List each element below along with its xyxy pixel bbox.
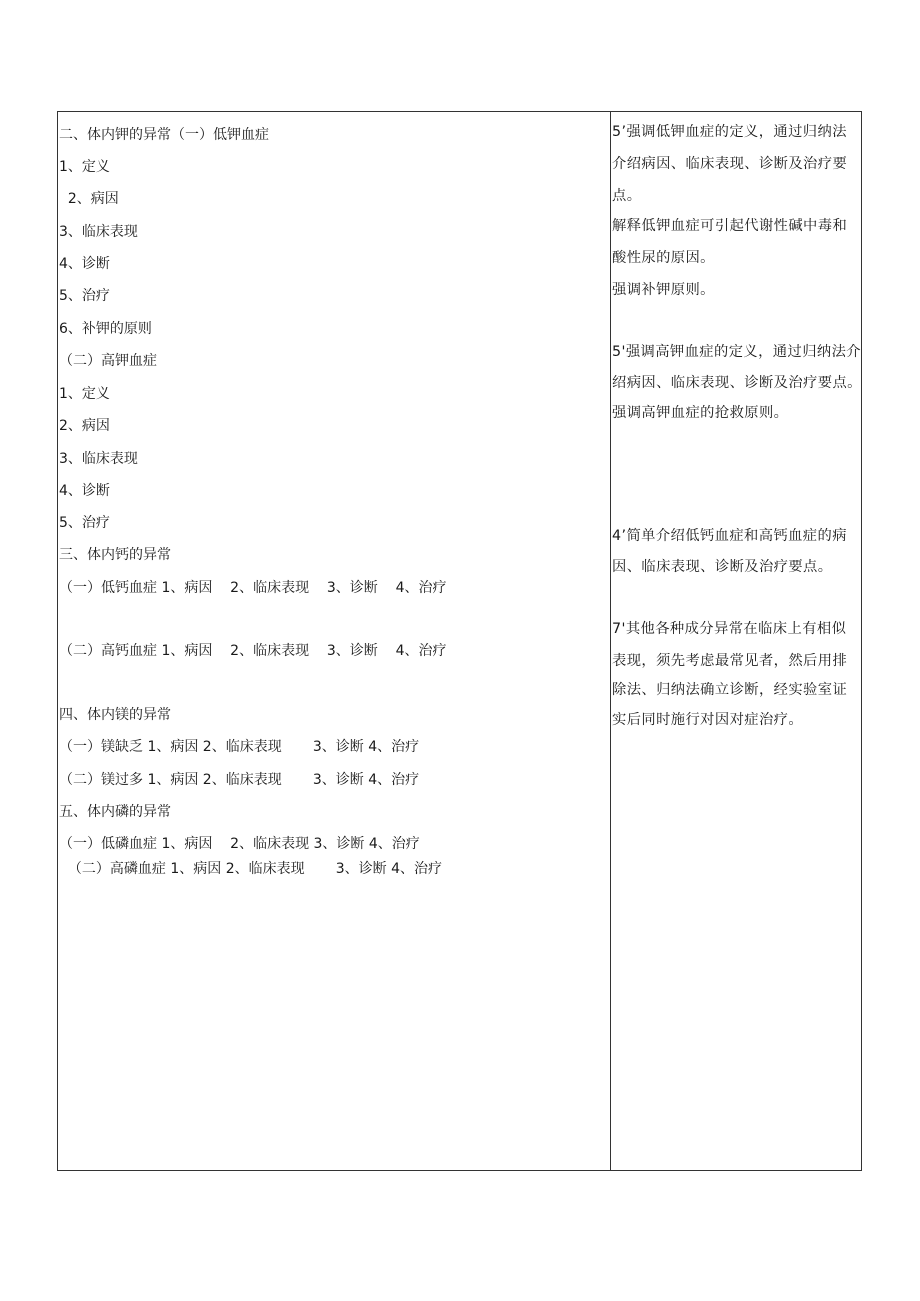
column-divider (610, 112, 611, 1170)
list-item: 4、诊断 (59, 483, 110, 499)
note-line: 强调高钾血症的抢救原则。 (612, 405, 789, 421)
note-line: 表现，须先考虑最常见者，然后用排 (612, 653, 848, 669)
note-line: 绍病因、临床表现、诊断及治疗要点。 (612, 375, 862, 391)
section-heading-calcium: 三、体内钙的异常 (59, 547, 171, 563)
note-line: 介绍病因、临床表现、诊断及治疗要 (612, 156, 848, 172)
section-heading-potassium: 二、体内钾的异常（一）低钾血症 (59, 127, 269, 143)
section-heading-phosphorus: 五、体内磷的异常 (59, 804, 171, 820)
list-item: （二）高磷血症 1、病因 2、临床表现 3、诊断 4、治疗 (59, 861, 443, 877)
list-item: （一）低钙血症 1、病因 2、临床表现 3、诊断 4、治疗 (59, 580, 447, 596)
list-item: 3、临床表现 (59, 451, 138, 467)
note-line: 除法、归纳法确立诊断，经实验室证 (612, 682, 848, 698)
list-item: 5、治疗 (59, 515, 110, 531)
list-item: 3、临床表现 (59, 224, 138, 240)
list-item: 1、定义 (59, 386, 110, 402)
subsection-heading: （二）高钾血症 (59, 353, 157, 369)
note-line: 5’强调低钾血症的定义，通过归纳法 (612, 124, 847, 140)
list-item: 2、病因 (59, 191, 119, 207)
note-line: 点。 (612, 188, 642, 204)
list-item: （二）高钙血症 1、病因 2、临床表现 3、诊断 4、治疗 (59, 643, 447, 659)
note-line: 酸性尿的原因。 (612, 250, 715, 266)
note-line: 7'其他各种成分异常在临床上有相似 (612, 621, 847, 637)
list-item: （二）镁过多 1、病因 2、临床表现 3、诊断 4、治疗 (59, 772, 420, 788)
note-line: 实后同时施行对因对症治疗。 (612, 712, 804, 728)
note-line: 强调补钾原则。 (612, 282, 715, 298)
note-line: 5'强调高钾血症的定义，通过归纳法介 (612, 344, 861, 360)
lesson-table (57, 111, 862, 1171)
list-item: 6、补钾的原则 (59, 321, 152, 337)
note-line: 解释低钾血症可引起代谢性碱中毒和 (612, 218, 848, 234)
list-item: 2、病因 (59, 418, 110, 434)
list-item: 1、定义 (59, 159, 110, 175)
list-item: （一）低磷血症 1、病因 2、临床表现 3、诊断 4、治疗 (59, 836, 420, 852)
list-item: （一）镁缺乏 1、病因 2、临床表现 3、诊断 4、治疗 (59, 739, 420, 755)
list-item: 4、诊断 (59, 256, 110, 272)
note-line: 因、临床表现、诊断及治疗要点。 (612, 559, 833, 575)
note-line: 4’简单介绍低钙血症和高钙血症的病 (612, 528, 847, 544)
section-heading-magnesium: 四、体内镁的异常 (59, 707, 171, 723)
list-item: 5、治疗 (59, 288, 110, 304)
